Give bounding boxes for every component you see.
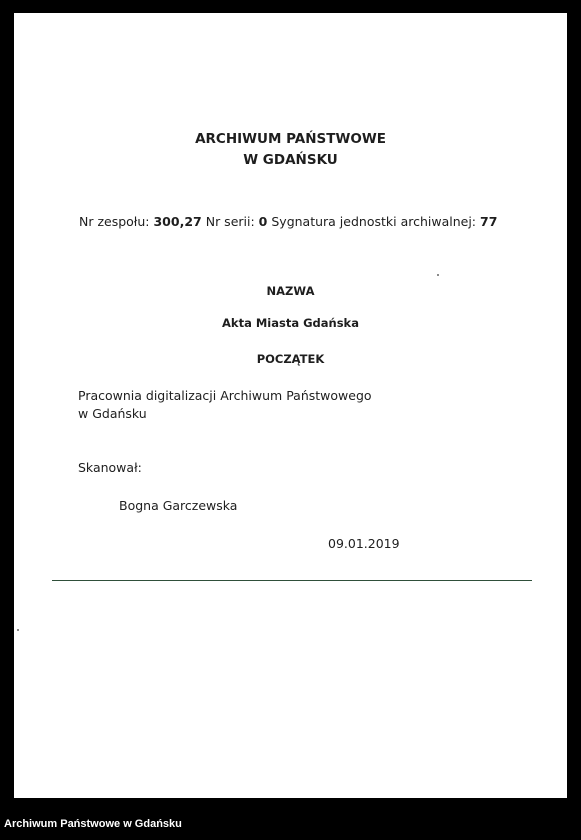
scanner-name: Bogna Garczewska <box>119 498 238 513</box>
lab-line2: w Gdańsku <box>78 406 147 421</box>
nazwa-value: Akta Miasta Gdańska <box>222 316 359 330</box>
sygnatura-label: Sygnatura jednostki archiwalnej: <box>271 214 477 229</box>
seria-label: Nr serii: <box>205 214 255 229</box>
speck-mark <box>437 274 439 276</box>
poczatek-label: POCZĄTEK <box>256 352 325 366</box>
footer-caption: Archiwum Państwowe w Gdańsku <box>4 818 182 830</box>
identifiers-line <box>79 214 497 229</box>
nazwa-label: NAZWA <box>266 284 315 298</box>
speck-mark <box>17 629 19 631</box>
zespol-label: Nr zespołu: <box>79 214 150 229</box>
horizontal-rule <box>52 580 532 581</box>
seria-value: 0 <box>258 214 268 229</box>
document-sheet <box>14 13 567 798</box>
lab-line1: Pracownia digitalizacji Archiwum Państwowego <box>78 388 372 403</box>
zespol-value: 300,27 <box>153 214 202 229</box>
scanned-by-label: Skanował: <box>78 460 142 475</box>
sygnatura-value: 77 <box>480 214 498 229</box>
archive-title-line2: W GDAŃSKU <box>243 152 338 168</box>
archive-title-line1: ARCHIWUM PAŃSTWOWE <box>195 131 386 147</box>
scan-date: 09.01.2019 <box>328 536 400 551</box>
